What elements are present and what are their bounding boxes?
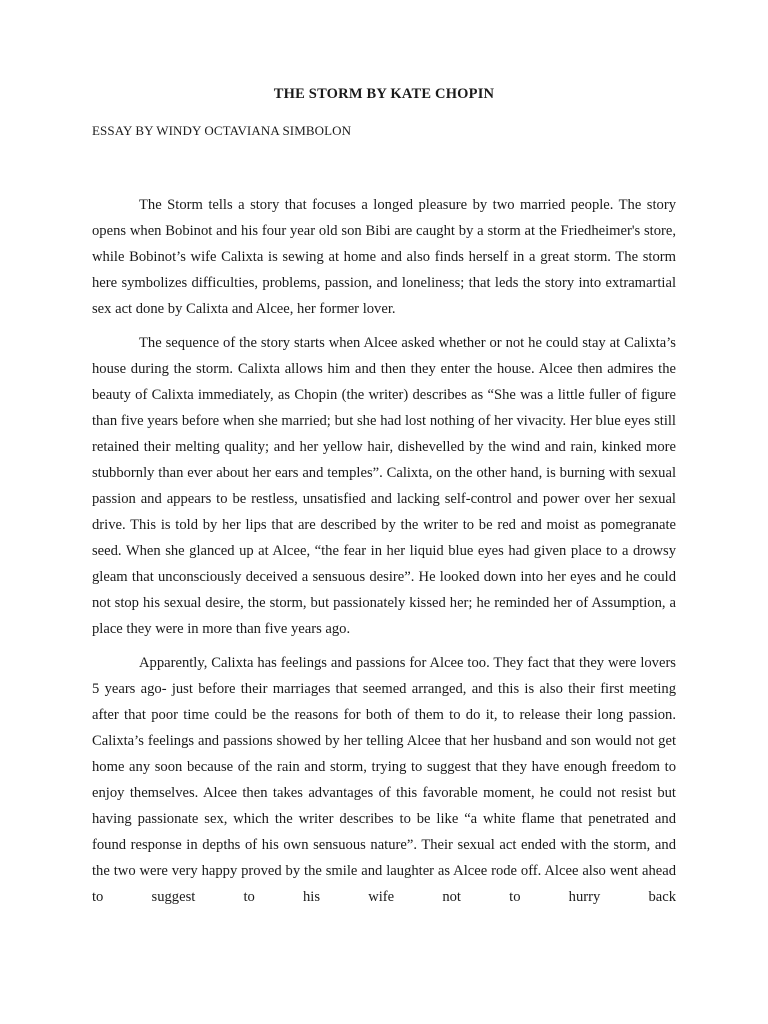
essay-body	[92, 192, 676, 918]
document-title: THE STORM BY KATE CHOPIN	[273, 86, 495, 102]
paragraph-3: Apparently, Calixta has feelings and passions for Alcee too. They fact that they were lovers 5 years ago- just before their marriages that seemed arranged, and this is also their first meeting after that poor time could be the reasons for both of them to do it, to release their long passion. Calixta’s feelings and passions showed by her telling Alcee that her husband and son would not get home any soon because of the rain and storm, trying to suggest that they have enough freedom to enjoy themselves. Alcee then takes advantages of this favorable moment, he could not resist but having passionate sex, which the writer describes to be like “a white flame that penetrated and found response in depths of his own sensuous nature”. Their sexual act ended with the storm, and the two were very happy proved by the smile and laughter as Alcee rode off. Alcee also went ahead to suggest to his wife not to hurry back	[92, 655, 676, 905]
paragraph-2: The sequence of the story starts when Alcee asked whether or not he could stay at Calixta’s house during the storm. Calixta allows him and then they enter the house. Alcee then admires the beauty of Calixta immediately, as Chopin (the writer) describes as “She was a little fuller of figure than five years before when she married; but she had lost nothing of her vivacity. Her blue eyes still retained their melting quality; and her yellow hair, dishevelled by the wind and rain, kinked more stubbornly than ever about her ears and temples”. Calixta, on the other hand, is burning with sexual passion and appears to be restless, unsatisfied and lacking self-control and power over her sexual drive. This is told by her lips that are described by the writer to be red and moist as pomegranate seed. When she glanced up at Alcee, “the fear in her liquid blue eyes had given place to a drowsy gleam that unconsciously deceived a sensuous desire”. He looked down into her eyes and he could not stop his sexual desire, the storm, but passionately kissed her; he reminded her of Assumption, a place they were in more than five years ago.	[92, 335, 676, 637]
paragraph-1: The Storm tells a story that focuses a longed pleasure by two married people. The story opens when Bobinot and his four year old son Bibi are caught by a storm at the Friedheimer's store, while Bobinot’s wife Calixta is sewing at home and also finds herself in a great storm. The storm here symbolizes difficulties, problems, passion, and loneliness; that leds the story into extramartial sex act done by Calixta and Alcee, her former lover.	[92, 197, 676, 317]
essay-byline: ESSAY BY WINDY OCTAVIANA SIMBOLON	[92, 123, 352, 138]
